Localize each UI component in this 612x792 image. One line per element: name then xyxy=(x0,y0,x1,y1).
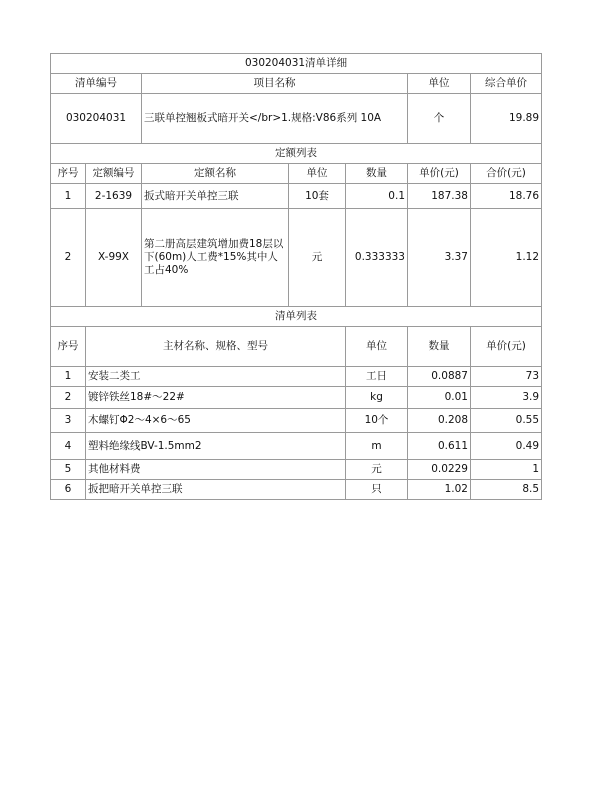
material-qty: 1.02 xyxy=(408,480,471,500)
material-qty: 0.0887 xyxy=(408,367,471,387)
quota-total: 1.12 xyxy=(471,209,542,307)
table-title: 030204031清单详细 xyxy=(51,54,542,74)
material-unit: kg xyxy=(346,387,408,409)
bill-price: 19.89 xyxy=(471,94,542,144)
bill-name-header: 项目名称 xyxy=(142,74,408,94)
quota-row xyxy=(51,184,542,209)
bill-price-header: 综合单价 xyxy=(471,74,542,94)
material-row xyxy=(51,367,542,387)
list-section-row xyxy=(51,307,542,327)
material-unit: 工日 xyxy=(346,367,408,387)
material-qty-header: 数量 xyxy=(408,327,471,367)
material-row xyxy=(51,460,542,480)
quota-seq-header: 序号 xyxy=(51,164,86,184)
quota-seq: 2 xyxy=(51,209,86,307)
quota-unit-price-header: 单价(元) xyxy=(408,164,471,184)
quota-section-row xyxy=(51,144,542,164)
quota-unit-header: 单位 xyxy=(289,164,346,184)
material-unit: 只 xyxy=(346,480,408,500)
quota-seq: 1 xyxy=(51,184,86,209)
material-unit: m xyxy=(346,433,408,460)
material-unit-price: 1 xyxy=(471,460,542,480)
material-unit-price: 8.5 xyxy=(471,480,542,500)
material-unit: 元 xyxy=(346,460,408,480)
material-seq: 3 xyxy=(51,409,86,433)
quota-unit-price: 187.38 xyxy=(408,184,471,209)
material-unit-price: 0.55 xyxy=(471,409,542,433)
material-name: 木螺钉Φ2～4×6～65 xyxy=(86,409,346,433)
quota-qty-header: 数量 xyxy=(346,164,408,184)
material-name: 其他材料费 xyxy=(86,460,346,480)
bill-header-row xyxy=(51,74,542,94)
material-row xyxy=(51,409,542,433)
material-unit-price: 73 xyxy=(471,367,542,387)
material-seq: 5 xyxy=(51,460,86,480)
material-seq: 6 xyxy=(51,480,86,500)
material-name: 扳把暗开关单控三联 xyxy=(86,480,346,500)
quota-code-header: 定额编号 xyxy=(86,164,142,184)
list-section-title: 清单列表 xyxy=(51,307,542,327)
quota-total: 18.76 xyxy=(471,184,542,209)
material-seq-header: 序号 xyxy=(51,327,86,367)
quota-section-title: 定额列表 xyxy=(51,144,542,164)
quota-unit: 10套 xyxy=(289,184,346,209)
quota-unit-price: 3.37 xyxy=(408,209,471,307)
material-unit-price: 3.9 xyxy=(471,387,542,409)
quota-row xyxy=(51,209,542,307)
quota-total-header: 合价(元) xyxy=(471,164,542,184)
bill-unit-header: 单位 xyxy=(408,74,471,94)
bill-unit: 个 xyxy=(408,94,471,144)
material-seq: 2 xyxy=(51,387,86,409)
quota-name-header: 定额名称 xyxy=(142,164,289,184)
quota-code: 2-1639 xyxy=(86,184,142,209)
bill-row xyxy=(51,94,542,144)
material-name-header: 主材名称、规格、型号 xyxy=(86,327,346,367)
quota-qty: 0.1 xyxy=(346,184,408,209)
material-seq: 4 xyxy=(51,433,86,460)
material-row xyxy=(51,387,542,409)
bill-detail-table xyxy=(50,53,542,500)
material-header-row xyxy=(51,327,542,367)
material-qty: 0.01 xyxy=(408,387,471,409)
quota-name: 第二册高层建筑增加费18层以下(60m)人工费*15%其中人工占40% xyxy=(142,209,289,307)
material-qty: 0.611 xyxy=(408,433,471,460)
bill-name: 三联单控翘板式暗开关</br>1.规格:V86系列 10A xyxy=(142,94,408,144)
material-qty: 0.0229 xyxy=(408,460,471,480)
material-row xyxy=(51,433,542,460)
quota-name: 扳式暗开关单控三联 xyxy=(142,184,289,209)
quota-unit: 元 xyxy=(289,209,346,307)
quota-qty: 0.333333 xyxy=(346,209,408,307)
material-unit-price: 0.49 xyxy=(471,433,542,460)
material-unit: 10个 xyxy=(346,409,408,433)
quota-code: X-99X xyxy=(86,209,142,307)
material-name: 安装二类工 xyxy=(86,367,346,387)
bill-code-header: 清单编号 xyxy=(51,74,142,94)
material-unit-header: 单位 xyxy=(346,327,408,367)
quota-header-row xyxy=(51,164,542,184)
material-unit-price-header: 单价(元) xyxy=(471,327,542,367)
bill-code: 030204031 xyxy=(51,94,142,144)
material-name: 塑料绝缘线BV-1.5mm2 xyxy=(86,433,346,460)
material-name: 镀锌铁丝18#～22# xyxy=(86,387,346,409)
title-row xyxy=(51,54,542,74)
material-row xyxy=(51,480,542,500)
material-seq: 1 xyxy=(51,367,86,387)
material-qty: 0.208 xyxy=(408,409,471,433)
